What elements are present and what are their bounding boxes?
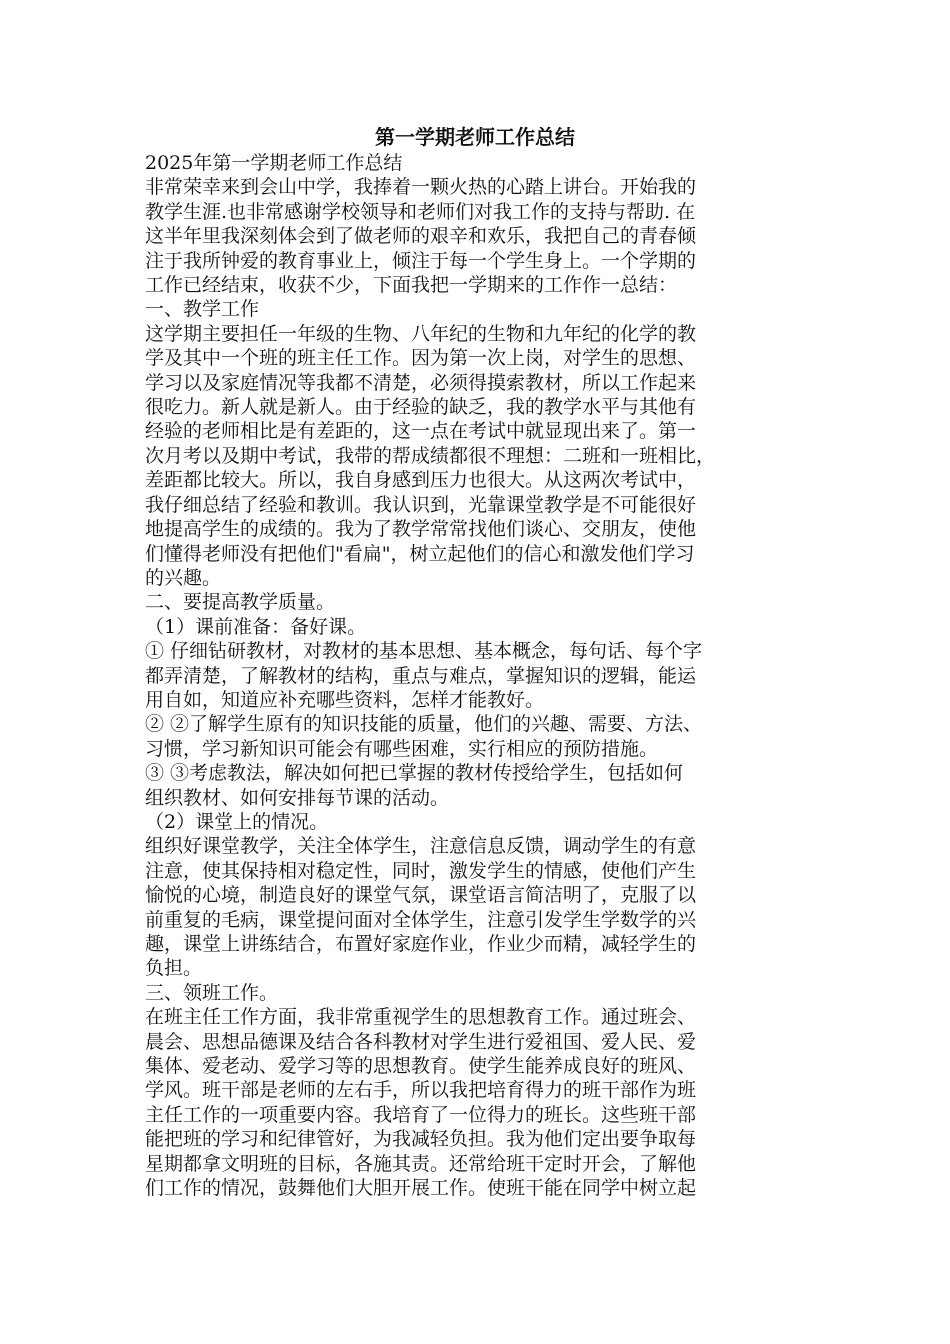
text-line: 星期都拿文明班的目标，各施其责。还常给班干定时开会，了解他 — [145, 1152, 697, 1175]
text-line: 地提高学生的成绩的。我为了教学常常找他们谈心、交朋友，使他 — [145, 518, 697, 541]
text-line: 注于我所钟爱的教育事业上，倾注于每一个学生身上。一个学期的 — [145, 249, 697, 272]
text-line: 2025年第一学期老师工作总结 — [145, 152, 403, 174]
text-line: 在班主任工作方面，我非常重视学生的思想教育工作。通过班会、 — [145, 1006, 697, 1029]
document-body — [145, 151, 805, 1200]
text-line: 集体、爱老动、爱学习等的思想教育。使学生能养成良好的班风、 — [145, 1055, 697, 1078]
document-page — [145, 123, 805, 1200]
text-line: 习惯，学习新知识可能会有哪些困难，实行相应的预防措施。 — [145, 737, 659, 760]
text-line: 这半年里我深刻体会到了做老师的艰辛和欢乐，我把自己的青春倾 — [145, 225, 697, 248]
text-line: 趣，课堂上讲练结合，布置好家庭作业，作业少而精，减轻学生的 — [145, 933, 697, 955]
document-title: 第一学期老师工作总结 — [375, 125, 575, 149]
text-line: 一、教学工作 — [145, 298, 260, 321]
text-line: 注意，使其保持相对稳定性，同时，激发学生的情感，使他们产生 — [145, 859, 697, 882]
text-line: 很吃力。新人就是新人。由于经验的缺乏，我的教学水平与其他有 — [145, 396, 697, 419]
text-line: 愉悦的心境，制造良好的课堂气氛，课堂语言简洁明了，克服了以 — [145, 884, 697, 907]
text-line: 差距都比较大。所以，我自身感到压力也很大。从这两次考试中， — [145, 469, 697, 492]
text-line: （2）课堂上的情况。 — [145, 810, 329, 833]
text-line: 学风。班干部是老师的左右手，所以我把培育得力的班干部作为班 — [145, 1079, 697, 1102]
text-line: 组织教材、如何安排每节课的活动。 — [145, 786, 450, 809]
text-line: 学及其中一个班的班主任工作。因为第一次上岗，对学生的思想、 — [145, 347, 697, 370]
text-line: 们懂得老师没有把他们"看扁"，树立起他们的信心和激发他们学习 — [145, 542, 695, 565]
text-line: 经验的老师相比是有差距的，这一点在考试中就显现出来了。第一 — [145, 420, 697, 443]
text-line: ① 仔细钻研教材，对教材的基本思想、基本概念，每句话、每个字 — [145, 640, 703, 663]
text-line: 前重复的毛病，课堂提问面对全体学生，注意引发学生学数学的兴 — [145, 908, 697, 931]
text-line: ② ②了解学生原有的知识技能的质量，他们的兴趣、需要、方法、 — [145, 713, 703, 736]
text-line: 主任工作的一项重要内容。我培育了一位得力的班长。这些班干部 — [145, 1103, 697, 1126]
text-line: 组织好课堂教学，关注全体学生，注意信息反馈，调动学生的有意 — [145, 835, 697, 858]
text-line: 能把班的学习和纪律管好，为我减轻负担。我为他们定出要争取每 — [145, 1128, 697, 1151]
text-line: （1）课前准备：备好课。 — [145, 615, 367, 638]
text-line: 教学生涯.也非常感谢学校领导和老师们对我工作的支持与帮助. 在 — [145, 200, 696, 223]
text-line: 学习以及家庭情况等我都不清楚，必须得摸索教材，所以工作起来 — [145, 371, 697, 394]
text-line: 次月考以及期中考试，我带的帮成绩都很不理想：二班和一班相比， — [145, 444, 716, 467]
text-line: 我仔细总结了经验和教训。我认识到，光靠课堂教学是不可能很好 — [145, 493, 697, 516]
text-line: 晨会、思想品德课及结合各科教材对学生进行爱祖国、爱人民、爱 — [145, 1030, 697, 1053]
text-line: 三、领班工作。 — [145, 981, 279, 1004]
text-line: 非常荣幸来到会山中学，我捧着一颗火热的心踏上讲台。开始我的 — [145, 176, 697, 199]
text-line: 们工作的情况，鼓舞他们大胆开展工作。使班干能在同学中树立起 — [145, 1177, 697, 1200]
text-line: 的兴趣。 — [145, 566, 222, 589]
text-line: 工作已经结束，收获不少，下面我把一学期来的工作作一总结： — [145, 274, 678, 297]
text-line: 都弄清楚，了解教材的结构，重点与难点，掌握知识的逻辑，能运 — [145, 664, 697, 687]
text-line: 用自如，知道应补充哪些资料，怎样才能教好。 — [145, 688, 545, 711]
text-line: 这学期主要担任一年级的生物、八年纪的生物和九年纪的化学的教 — [145, 322, 697, 345]
text-line: ③ ③考虑教法，解决如何把已掌握的教材传授给学生，包括如何 — [145, 762, 684, 785]
text-line: 二、要提高教学质量。 — [145, 591, 336, 614]
text-line: 负担。 — [145, 957, 203, 980]
